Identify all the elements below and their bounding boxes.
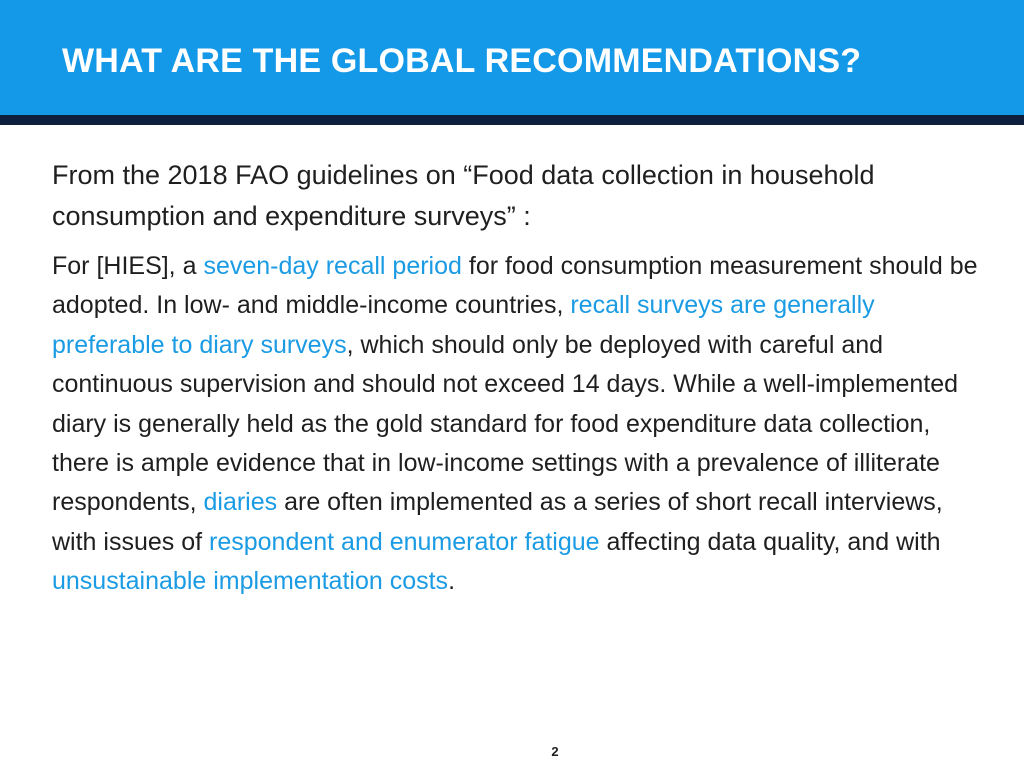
highlight-diaries: diaries	[203, 488, 278, 517]
title-bar	[0, 0, 1024, 115]
body-text-segment: affecting data quality, and with	[599, 527, 941, 556]
body-text-segment: .	[448, 567, 456, 596]
title-divider	[0, 115, 1024, 125]
recommendation-paragraph	[52, 247, 987, 602]
body-text-segment: For [HIES], a	[52, 252, 204, 280]
highlight-recall-surveys: recall surveys are generally preferable to diary surveys	[52, 291, 875, 359]
highlight-recall-period: seven-day recall period	[203, 252, 462, 280]
highlight-costs: unsustainable implementation costs	[52, 567, 449, 596]
body-text-segment: for food consumption measurement should be adopted. In low- and middle-income countries,	[52, 252, 978, 320]
body-text-segment: , which should only be deployed with careful and continuous supervision and should not exceed 14 days. While a well-implemented diary is generally held as the gold standard for food expenditure data collection, there is ample evidence that in low-income settings with a prevalence of illiterate respondents,	[52, 330, 959, 517]
page-number: 2	[551, 744, 559, 759]
highlight-fatigue: respondent and enumerator fatigue	[209, 527, 600, 556]
body-text-segment: are often implemented as a series of short recall interviews, with issues of	[52, 488, 943, 556]
slide-title: WHAT ARE THE GLOBAL RECOMMENDATIONS?	[62, 42, 862, 80]
intro-paragraph: From the 2018 FAO guidelines on “Food data collection in household consumption and expenditure surveys” :	[52, 160, 875, 231]
